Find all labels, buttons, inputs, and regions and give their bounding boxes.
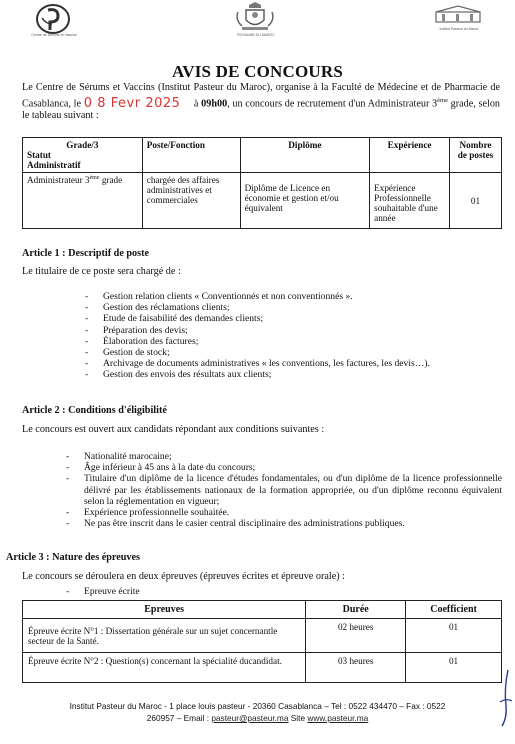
ipm-logo-icon: [430, 4, 486, 26]
cell-epreuve: Épreuve écrite N°2 : Question(s) concernant la spécialité ducandidat.: [23, 653, 306, 683]
table-header-row: [23, 138, 502, 173]
article3-title: Article 3 : Nature des épreuves: [6, 552, 141, 563]
csv-logo-text: Centre de Sérums et Vaccins: [31, 33, 77, 37]
cell-epreuve: Épreuve écrite N°1 : Dissertation générale sur un sujet concernantle secteur de la Santé.: [23, 619, 306, 653]
table-header-row: [23, 601, 502, 619]
list-item: - Gestion relation clients « Conventionnés et non conventionnés ».: [85, 291, 505, 302]
cell-diplome: Diplôme de Licence en économie et gestion et/ou équivalent: [240, 173, 370, 229]
header-epreuves: Epreuves: [23, 601, 306, 619]
list-item: - Nationalité marocaine;: [66, 451, 502, 462]
page-title: AVIS DE CONCOURS: [171, 62, 344, 81]
website-link[interactable]: www.pasteur.ma: [307, 713, 369, 723]
header-experience: Expérience: [370, 138, 450, 173]
article2-lead: Le concours est ouvert aux candidats répondant aux conditions suivantes :: [22, 424, 325, 435]
list-item: - Gestion des réclamations clients;: [85, 302, 505, 313]
list-item: - Préparation des devis;: [85, 325, 505, 336]
list-item: - Titulaire d'un diplôme de la licence d'études fondamentales, ou d'un diplôme de la licence professionnelle délivré par les établissements nationaux de la formation appropriée, ou d'un diplôme reconnu équivalent selon la réglementation en vigueur;: [66, 473, 502, 507]
article2-list: [66, 451, 502, 529]
header-nombre: Nombre de postes: [450, 138, 502, 173]
cell-coefficient: 01: [406, 653, 502, 683]
intro-paragraph: Le Centre de Sérums et Vaccins (Institut Pasteur du Maroc), organise à la Faculté de Médecine et de Pharmacie de Casablanca, le 0 8 Fevr 2025 à 09h00, un concours de recrutement d'un Administrateur 3ème grade, selon le tableau suivant :: [22, 82, 501, 122]
table-row: [23, 653, 502, 683]
signature-mark-icon: [494, 668, 514, 728]
table-row: [23, 173, 502, 229]
table-row: [23, 619, 502, 653]
list-item: - Etude de faisabilité des demandes clients;: [85, 313, 505, 324]
cell-grade: Administrateur 3ème grade: [23, 173, 143, 229]
header-poste: Poste/Fonction: [142, 138, 240, 173]
list-item: - Âge inférieur à 45 ans à la date du concours;: [66, 462, 502, 473]
article3-lead: Le concours se déroulera en deux épreuves (épreuves écrites et épreuve orale) :: [22, 571, 346, 582]
article1-list: [85, 291, 505, 381]
header-grade: Grade/3 Statut Administratif: [23, 138, 143, 173]
cell-duree: 03 heures: [306, 653, 406, 683]
article1-title: Article 1 : Descriptif de poste: [22, 248, 150, 259]
email-link[interactable]: pasteur@pasteur.ma: [211, 713, 289, 723]
handwritten-date: 0 8 Fevr 2025: [83, 95, 181, 111]
list-item: - Élaboration des factures;: [85, 336, 505, 347]
cell-duree: 02 heures: [306, 619, 406, 653]
header-duree: Durée: [306, 601, 406, 619]
article3-list: [66, 586, 486, 597]
list-item: - Epreuve écrite: [66, 586, 486, 597]
article1-lead: Le titulaire de ce poste sera chargé de :: [22, 266, 181, 277]
ipm-logo-text: Institut Pasteur du Maroc: [439, 27, 479, 31]
list-item: - Gestion de stock;: [85, 347, 505, 358]
article2-title: Article 2 : Conditions d'éligibilité: [22, 405, 167, 416]
cell-coefficient: 01: [406, 619, 502, 653]
cell-nombre: 01: [450, 173, 502, 229]
royaume-logo-text: ROYAUME DU MAROC: [237, 33, 275, 37]
page-footer: Institut Pasteur du Maroc - 1 place louis pasteur - 20360 Casablanca – Tel : 0522 434470 – Fax : 0522 260957 – Email : pasteur@pasteur.ma Site www.pasteur.ma: [69, 701, 446, 723]
list-item: - Gestion des envois des résultats aux clients;: [85, 369, 505, 380]
list-item: - Archivage de documents administratives « les conventions, les factures, les devis…).: [85, 358, 505, 369]
position-table: [22, 137, 502, 229]
header-coefficient: Coefficient: [406, 601, 502, 619]
exam-time: 09h00: [201, 97, 228, 109]
cell-poste: chargée des affaires administratives et commerciales: [142, 173, 240, 229]
list-item: - Ne pas être inscrit dans le casier central disciplinaire des administrations publiques.: [66, 518, 502, 529]
header-diplome: Diplôme: [240, 138, 370, 173]
list-item: - Expérience professionnelle souhaitée.: [66, 507, 502, 518]
csv-logo-icon: [28, 4, 78, 34]
cell-experience: Expérience Professionnelle souhaitable d'une année: [370, 173, 450, 229]
royal-coat-of-arms-icon: [234, 2, 276, 32]
epreuves-table: [22, 600, 502, 683]
